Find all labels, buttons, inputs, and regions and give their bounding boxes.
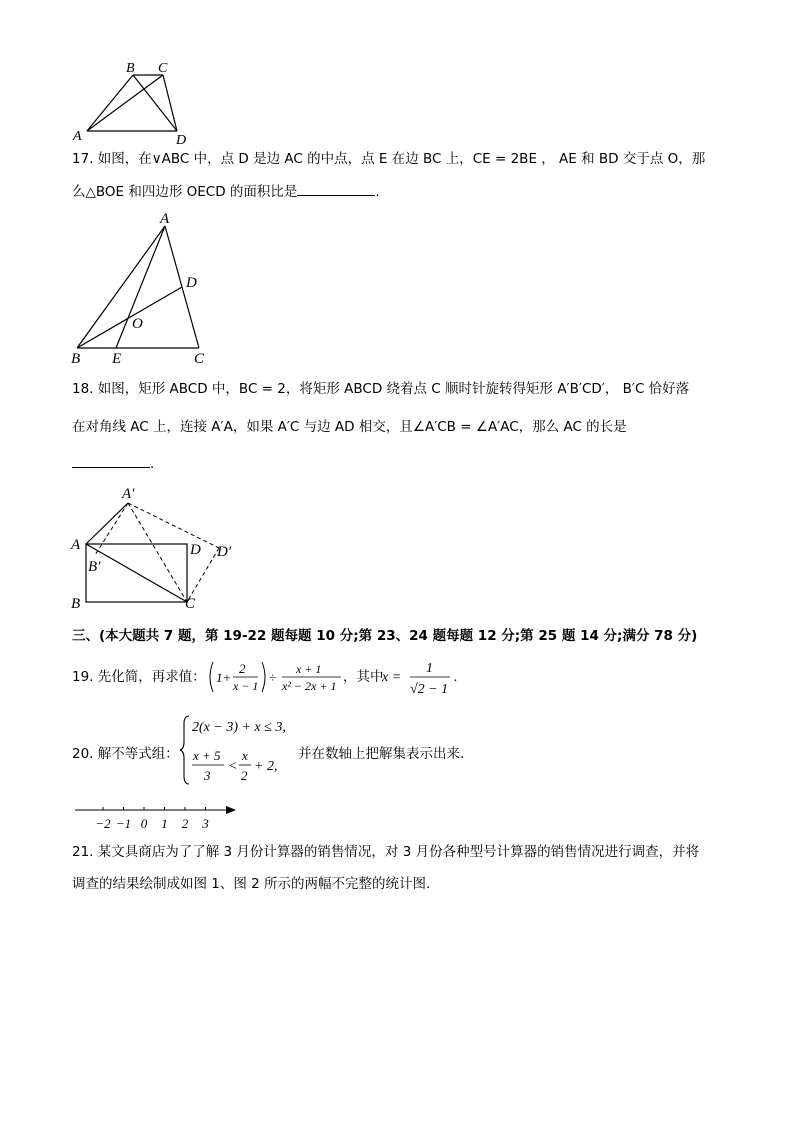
figure-16-trapezoid: [70, 58, 200, 146]
segment-a-prime-a: [86, 503, 128, 544]
label-a: A: [160, 211, 170, 227]
q18-line3: [72, 455, 154, 473]
q20-prefix: 20. 解不等式组：: [72, 746, 179, 762]
q19-f1-den: x − 1: [233, 679, 259, 693]
q19-f3-den: √2 − 1: [410, 682, 449, 697]
label-b: B: [126, 61, 135, 76]
number-line-tick-label: −2: [95, 816, 111, 831]
figure-18-rotation: [68, 482, 258, 612]
number-line-tick-label: 2: [181, 816, 189, 831]
label-c: C: [158, 61, 168, 76]
segment-ab: [87, 75, 133, 131]
q19-x-eq: x =: [382, 670, 402, 685]
label-b: B: [71, 351, 81, 367]
q20-ineq2-num: x + 5: [193, 748, 221, 763]
q20-brace: [180, 716, 189, 784]
q19-end: .: [454, 670, 458, 685]
q19-one-plus: 1+: [216, 670, 232, 685]
diagonal-ac: [86, 544, 187, 602]
label-o: O: [132, 316, 143, 332]
q19-f2-den: x² − 2x + 1: [282, 679, 337, 693]
dashed-a-prime-b-prime: [95, 503, 128, 555]
label-c: C: [185, 596, 196, 612]
q17-line2-text: 么△BOE 和四边形 OECD 的面积比是: [72, 184, 298, 200]
diagonal-ac: [87, 75, 163, 131]
q18-end: .: [150, 456, 155, 472]
q20-ineq1: 2(x − 3) + x ≤ 3,: [192, 720, 286, 735]
q19-f3-num: 1: [426, 661, 433, 676]
label-d: D: [186, 275, 197, 291]
label-e: E: [112, 351, 122, 367]
q20-lt: <: [228, 759, 238, 774]
label-a: A: [73, 129, 82, 144]
label-d: D: [176, 133, 187, 146]
q18-answer-blank[interactable]: [72, 455, 150, 468]
label-a: A: [71, 537, 81, 553]
q19-f2-num: x + 1: [296, 662, 322, 676]
q21-line2: 调查的结果绘制成如图 1、图 2 所示的两幅不完整的统计图.: [72, 876, 431, 892]
q20-ineq2-den: 3: [204, 768, 211, 783]
figure-17-triangle: [68, 208, 228, 368]
dashed-a-prime-c: [128, 503, 187, 602]
number-line-tick-label: −1: [115, 816, 132, 831]
q19-where: ，其中: [343, 669, 384, 685]
label-b-prime: B′: [88, 559, 101, 575]
q18-line1: 18. 如图，矩形 ABCD 中，BC = 2，将矩形 ABCD 绕着点 C 顺时针旋转得矩形 A′B′CD′， B′C 恰好落: [72, 381, 690, 397]
q19-div: ÷: [269, 670, 277, 685]
label-d: D: [190, 542, 201, 558]
number-line: [70, 800, 245, 834]
number-line-tick-label: 0: [140, 816, 148, 831]
q20-ineq2-rnum: x: [242, 748, 248, 763]
q17-answer-blank[interactable]: [297, 183, 375, 196]
q20-ineq2-tail: + 2,: [254, 759, 278, 774]
label-a-prime: A′: [122, 486, 135, 502]
segment-bd: [77, 287, 182, 348]
q20-suffix: 并在数轴上把解集表示出来.: [298, 746, 465, 762]
q18-line2: 在对角线 AC 上，连接 A′A，如果 A′C 与边 AD 相交，且∠A′CB = ∠A′AC，那么 AC 的长是: [72, 419, 627, 435]
number-line-tick-label: 3: [202, 816, 209, 831]
q19-x-value: [382, 655, 472, 701]
q19-prefix: 19. 先化简，再求值：: [72, 669, 206, 685]
label-c: C: [194, 351, 205, 367]
q20-ineq2-rden: 2: [241, 768, 248, 783]
q17-line2: [72, 183, 380, 201]
dashed-a-prime-d-prime: [128, 503, 219, 548]
q19-f1-num: 2: [239, 661, 246, 676]
segment-ab: [77, 226, 165, 348]
number-line-tick-label: 1: [161, 816, 168, 831]
q20-system: [180, 712, 300, 788]
section-3-heading: 三、(本大题共 7 题，第 19-22 题每题 10 分;第 23、24 题每题 12 分;第 25 题 14 分;满分 78 分): [72, 628, 698, 644]
label-d-prime: D′: [217, 544, 232, 560]
label-b: B: [71, 596, 81, 612]
q17-end: .: [375, 184, 380, 200]
q21-line1: 21. 某文具商店为了了解 3 月份计算器的销售情况，对 3 月份各种型号计算器的销售情况进行调查，并将: [72, 844, 700, 860]
number-line-arrow: [226, 806, 236, 814]
q17-line1: 17. 如图，在∨ABC 中，点 D 是边 AC 的中点，点 E 在边 BC 上，CE = 2BE ， AE 和 BD 交于点 O，那: [72, 151, 706, 167]
